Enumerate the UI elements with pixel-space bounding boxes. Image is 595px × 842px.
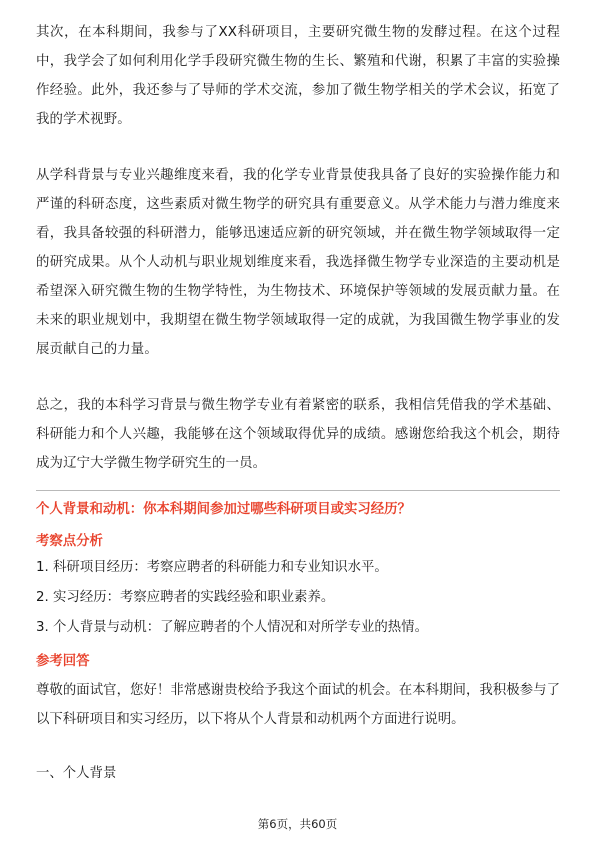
page-footer: 第6页，共60页	[257, 817, 338, 831]
analysis-heading: 考察点分析	[36, 534, 103, 549]
answer-text: 尊敬的面试官，您好！非常感谢贵校给予我这个面试的机会。在本科期间，我积极参与了以下科研项目和实习经历，以下将从个人背景和动机两个方面进行说明。	[36, 683, 560, 727]
answer-heading: 参考回答	[36, 654, 90, 669]
paragraph-research-project: 其次，在本科期间，我参与了XX科研项目，主要研究微生物的发酵过程。在这个过程中，我学会了如何利用化学手段研究微生物的生长、繁殖和代谢，积累了丰富的实验操作经验。此外，我还参与了导师的学术交流，参加了微生物学相关的学术会议，拓宽了我的学术视野。	[36, 25, 560, 127]
section-title: 一、个人背景	[36, 766, 117, 781]
analysis-item-3: 3. 个人背景与动机：了解应聘者的个人情况和对所学专业的热情。	[36, 620, 428, 635]
paragraph-dimensions: 从学科背景与专业兴趣维度来看，我的化学专业背景使我具备了良好的实验操作能力和严谨的科研态度，这些素质对微生物学的研究具有重要意义。从学术能力与潜力维度来看，我具备较强的科研潜力，能够迅速适应新的研究领域，并在微生物学领域取得一定的研究成果。从个人动机与职业规划维度来看，我选择微生物学专业深造的主要动机是希望深入研究微生物的生物学特性，为生物技术、环境保护等领域的发展贡献力量。在未来的职业规划中，我期望在微生物学领域取得一定的成就，为我国微生物学事业的发展贡献自己的力量。	[36, 168, 560, 357]
body-text	[36, 18, 560, 478]
paragraph-conclusion: 总之，我的本科学习背景与微生物学专业有着紧密的联系，我相信凭借我的学术基础、科研能力和个人兴趣，我能够在这个领域取得优异的成绩。感谢您给我这个机会，期待成为辽宁大学微生物学研究生的一员。	[36, 398, 560, 471]
analysis-item-2: 2. 实习经历：考察应聘者的实践经验和职业素养。	[36, 590, 335, 605]
analysis-item-1: 1. 科研项目经历：考察应聘者的科研能力和专业知识水平。	[36, 560, 388, 575]
section-divider	[36, 490, 560, 491]
question-heading: 个人背景和动机：你本科期间参加过哪些科研项目或实习经历？	[36, 502, 411, 517]
